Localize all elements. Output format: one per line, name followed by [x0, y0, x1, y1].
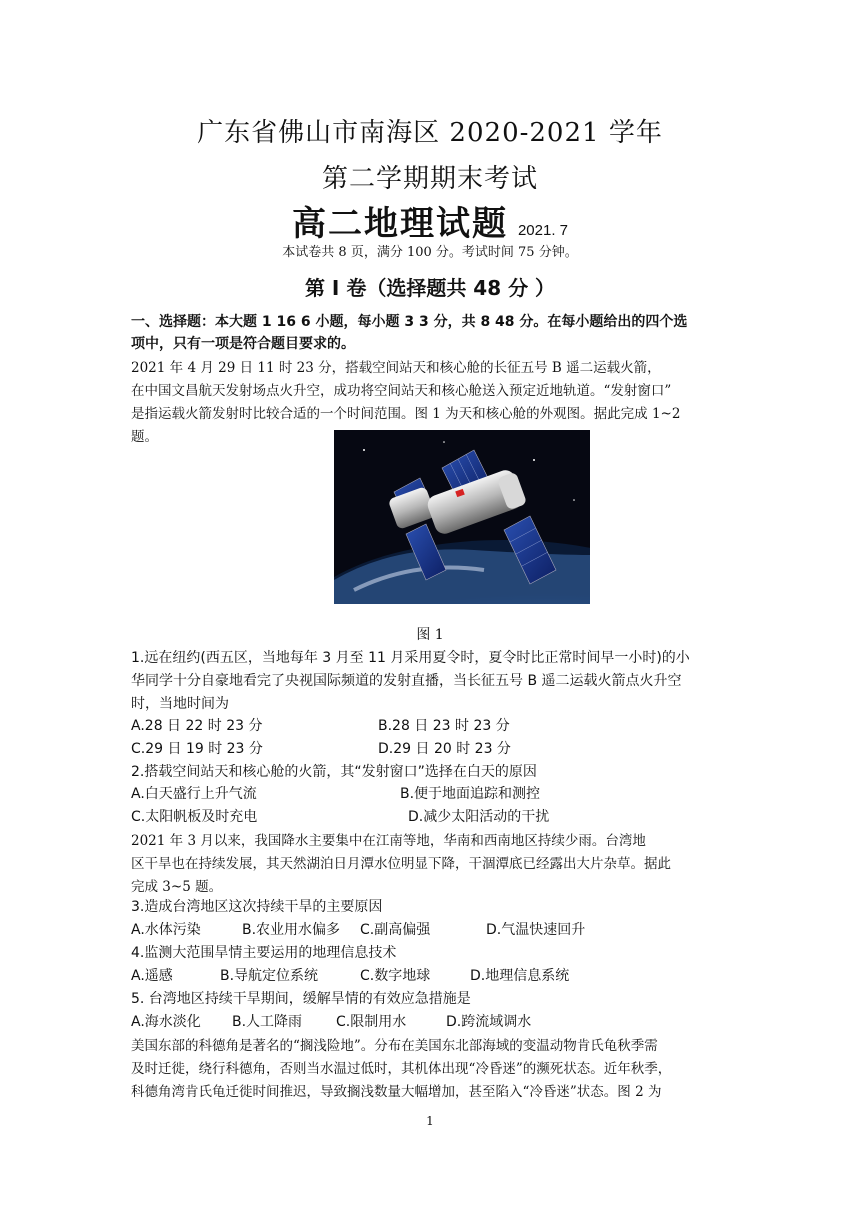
exam-info: 本试卷共 8 页，满分 100 分。考试时间 75 分钟。 [282, 245, 578, 260]
q3-option-d[interactable]: D.气温快速回升 [486, 922, 586, 938]
q1-option-c[interactable]: C.29 日 19 时 23 分 [131, 741, 263, 757]
exam-main-title [0, 196, 860, 245]
q5-option-b[interactable]: B.人工降雨 [232, 1014, 303, 1030]
instruction-line: 一、选择题：本大题 1 16 6 小题，每小题 3 3 分，共 8 48 分。在每小题给出的四个选 [131, 314, 688, 330]
q5-option-d[interactable]: D.跨流域调水 [446, 1014, 532, 1030]
q3-option-a[interactable]: A.水体污染 [131, 922, 201, 938]
q2-option-b[interactable]: B.便于地面追踪和测控 [400, 786, 541, 802]
passage3-line: 科德角湾肯氏龟迁徙时间推迟，导致搁浅数量大幅增加，甚至陷入“冷昏迷”状态。图 2 为 [131, 1084, 662, 1100]
q2-option-a[interactable]: A.白天盛行上升气流 [131, 786, 257, 802]
q1-stem: 华同学十分自豪地看完了央视国际频道的发射直播，当长征五号 B 遥二运载火箭点火升空 [131, 673, 682, 689]
passage3-line: 美国东部的科德角是著名的“搁浅险地”。分布在美国东北部海域的变温动物肯氏龟秋季需 [131, 1038, 658, 1054]
q1-stem: 时，当地时间为 [131, 696, 229, 712]
exam-title-line2: 第二学期期末考试 [321, 164, 538, 194]
passage3-line: 及时迁徙，绕行科德角，否则当水温过低时，其机体出现“冷昏迷”的濒死状态。近年秋季， [131, 1061, 672, 1077]
q1-option-d[interactable]: D.29 日 20 时 23 分 [378, 741, 511, 757]
q4-option-a[interactable]: A.遥感 [131, 968, 173, 984]
q2-option-d[interactable]: D.减少太阳活动的干扰 [408, 809, 550, 825]
q1-option-b[interactable]: B.28 日 23 时 23 分 [378, 718, 510, 734]
section-title: 第 Ⅰ 卷（选择题共 48 分 ） [304, 276, 556, 300]
figure1-caption: 图 1 [416, 627, 444, 643]
q2-stem: 2.搭载空间站天和核心舱的火箭，其“发射窗口”选择在白天的原因 [131, 764, 537, 780]
subject-title: 高二地理试题 [291, 204, 508, 244]
q5-option-c[interactable]: C.限制用水 [336, 1014, 407, 1030]
q3-stem: 3.造成台湾地区这次持续干旱的主要原因 [131, 899, 383, 915]
passage2-line: 2021 年 3 月以来，我国降水主要集中在江南等地，华南和西南地区持续少雨。台湾地 [131, 833, 646, 849]
q5-option-a[interactable]: A.海水淡化 [131, 1014, 201, 1030]
q3-option-b[interactable]: B.农业用水偏多 [242, 922, 341, 938]
q5-stem: 5. 台湾地区持续干旱期间，缓解旱情的有效应急措施是 [131, 991, 471, 1007]
q4-option-d[interactable]: D.地理信息系统 [470, 968, 570, 984]
page-number: 1 [426, 1114, 434, 1128]
exam-title-line1: 广东省佛山市南海区 2020-2021 学年 [197, 118, 663, 148]
satellite-image [334, 430, 590, 604]
instruction-line: 项中，只有一项是符合题目要求的。 [131, 336, 355, 352]
passage1-line: 题。 [131, 429, 158, 445]
passage2-line: 区干旱也在持续发展，其天然湖泊日月潭水位明显下降，干涸潭底已经露出大片杂草。据此 [131, 856, 671, 872]
passage1-line: 2021 年 4 月 29 日 11 时 23 分，搭载空间站天和核心舱的长征五号 B 遥二运载火箭， [131, 360, 661, 376]
q1-option-a[interactable]: A.28 日 22 时 23 分 [131, 718, 263, 734]
passage2-line: 完成 3~5 题。 [131, 879, 223, 895]
q2-option-c[interactable]: C.太阳帆板及时充电 [131, 809, 258, 825]
q4-stem: 4.监测大范围旱情主要运用的地理信息技术 [131, 945, 397, 961]
q4-option-b[interactable]: B.导航定位系统 [220, 968, 319, 984]
passage1-line: 是指运载火箭发射时比较合适的一个时间范围。图 1 为天和核心舱的外观图。据此完成 1~2 [131, 406, 681, 422]
exam-date: 2021. 7 [517, 222, 569, 239]
q3-option-c[interactable]: C.副高偏强 [360, 922, 431, 938]
q4-option-c[interactable]: C.数字地球 [360, 968, 431, 984]
passage1-line: 在中国文昌航天发射场点火升空，成功将空间站天和核心舱送入预定近地轨道。“发射窗口” [131, 383, 672, 399]
q1-stem: 1.远在纽约(西五区，当地每年 3 月至 11 月采用夏令时，夏令时比正常时间早一小时)的小 [131, 650, 690, 666]
